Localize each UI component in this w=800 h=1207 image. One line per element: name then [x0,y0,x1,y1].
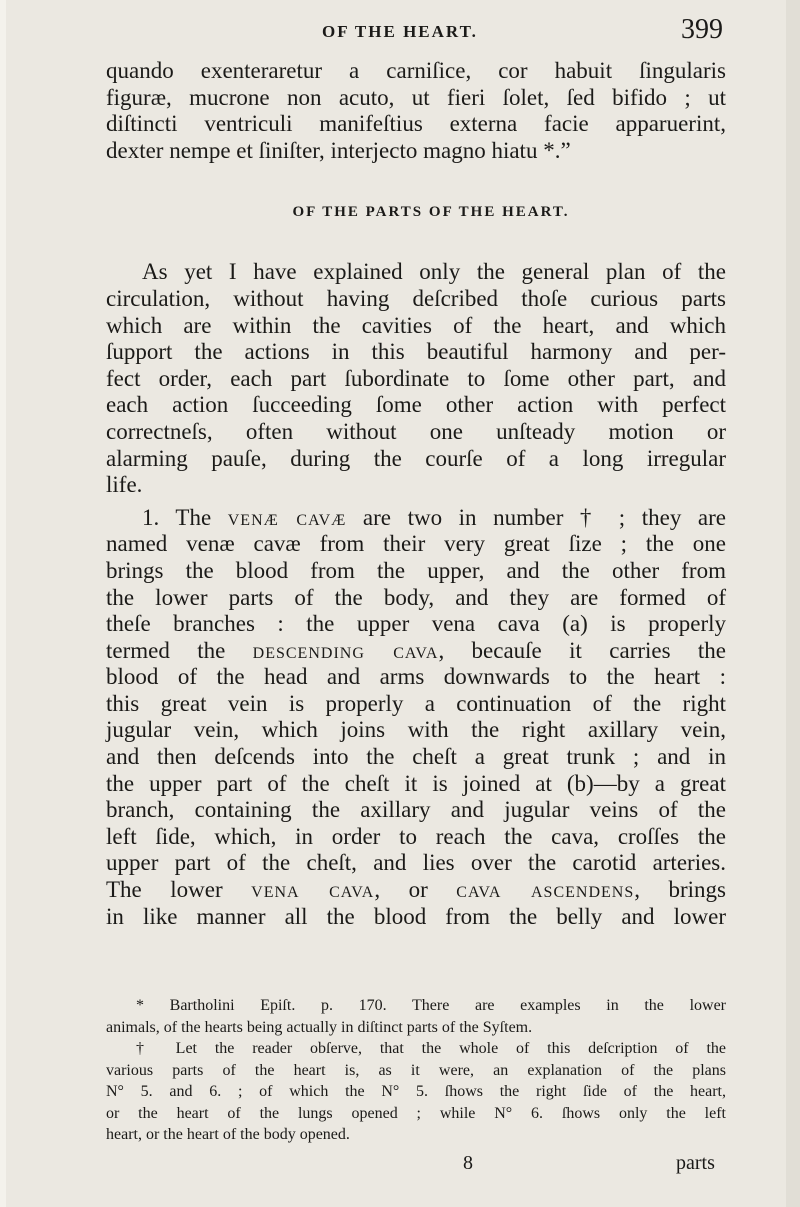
footnote-line: various parts of the heart is, as it were, an explanation of the plans [106,1061,726,1079]
text-run: , or [374,877,457,903]
small-caps-term: cava ascendens [456,877,635,903]
main-text [106,58,726,930]
text-line: brings the blood from the upper, and the other from [106,557,726,583]
running-head [0,14,800,48]
paragraph-venae-cavae [106,505,726,931]
text-line: diſtincti ventriculi manifeſtius externa facie apparuerint, [106,111,726,137]
text-line: quando exenteraretur a carniſice, cor habuit ſingularis [106,58,726,83]
catchword: parts [676,1152,715,1174]
small-caps-term: vena cava [251,877,375,903]
text-run: 1. The [142,504,228,530]
footnote-line: animals, of the hearts being actually in diſtinct parts of the Syſtem. [106,1018,533,1036]
paragraph-circulation [106,259,726,498]
text-line: branch, containing the axillary and jugular veins of the [106,797,726,823]
text-run: The lower [106,877,252,903]
text-line: dexter nempe et ſiniſter, interjecto magno hiatu *.” [106,137,571,163]
text-run: are two in number † ; they are [346,504,726,530]
text-line: the upper part of the cheſt it is joined at (b)—by a great [106,770,726,796]
text-line: ſupport the actions in this beautiful harmony and per- [106,339,726,365]
signature-mark: 8 [463,1152,473,1174]
page-footer [0,1150,800,1180]
small-caps-term: descending cava [252,637,439,663]
text-run: termed the [106,637,253,663]
text-line: alarming pauſe, during the courſe of a long irregular [106,445,726,471]
footnote-line: heart, or the heart of the body opened. [106,1126,350,1143]
footnote-line: or the heart of the lungs opened ; while N° 6. ſhows only the left [106,1104,726,1122]
section-heading: OF THE PARTS OF THE HEART. [292,204,570,221]
text-run: , becauſe it carries the [438,637,726,663]
footnote-line: N° 5. and 6. ; of which the N° 5. ſhows the right ſide of the heart, [106,1083,726,1100]
text-line: in like manner all the blood from the belly and lower [106,903,726,929]
text-line: figuræ, mucrone non acuto, ut fieri ſolet, ſed bifido ; ut [106,84,726,110]
page-number: 399 [681,14,723,45]
text-line: the lower parts of the body, and they are formed of [106,584,726,610]
text-line: circulation, without having deſcribed thoſe curious parts [106,285,726,311]
footnote-line: * Bartholini Epiſt. p. 170. There are examples in the lower [136,997,726,1014]
text-line: life. [106,472,143,498]
text-line: left ſide, which, in order to reach the cava, croſſes the [106,823,726,849]
text-line: upper part of the cheſt, and lies over the carotid arteries. [106,850,726,876]
text-line: correctneſs, often without one unſteady motion or [106,418,726,444]
text-line: named venæ cavæ from their very great ſize ; the one [106,531,726,557]
text-line: which are within the cavities of the heart, and which [106,312,726,338]
small-caps-term: venæ cavæ [227,504,347,530]
footnotes [106,995,726,1146]
text-run: , brings [634,877,726,903]
page-left-edge [0,0,6,1207]
text-line: and then deſcends into the cheſt a great trunk ; and in [106,744,726,770]
text-line: each action ſucceeding ſome other action with perfect [106,392,726,418]
text-line [106,877,726,904]
text-line: As yet I have explained only the general plan of the [142,259,726,285]
running-title: OF THE HEART. [322,22,478,41]
text-line: this great vein is properly a continuation of the right [106,690,726,716]
text-line [106,638,726,665]
text-line [106,505,726,532]
footnote-line: † Let the reader obſerve, that the whole of this deſcription of the [136,1040,726,1057]
text-line: theſe branches : the upper vena cava (a) is properly [106,611,726,637]
text-line: blood of the head and arms downwards to the heart : [106,664,726,690]
text-line: fect order, each part ſubordinate to ſome other part, and [106,365,726,391]
text-line: jugular vein, which joins with the right axillary vein, [106,717,726,743]
page-right-edge [786,0,800,1207]
